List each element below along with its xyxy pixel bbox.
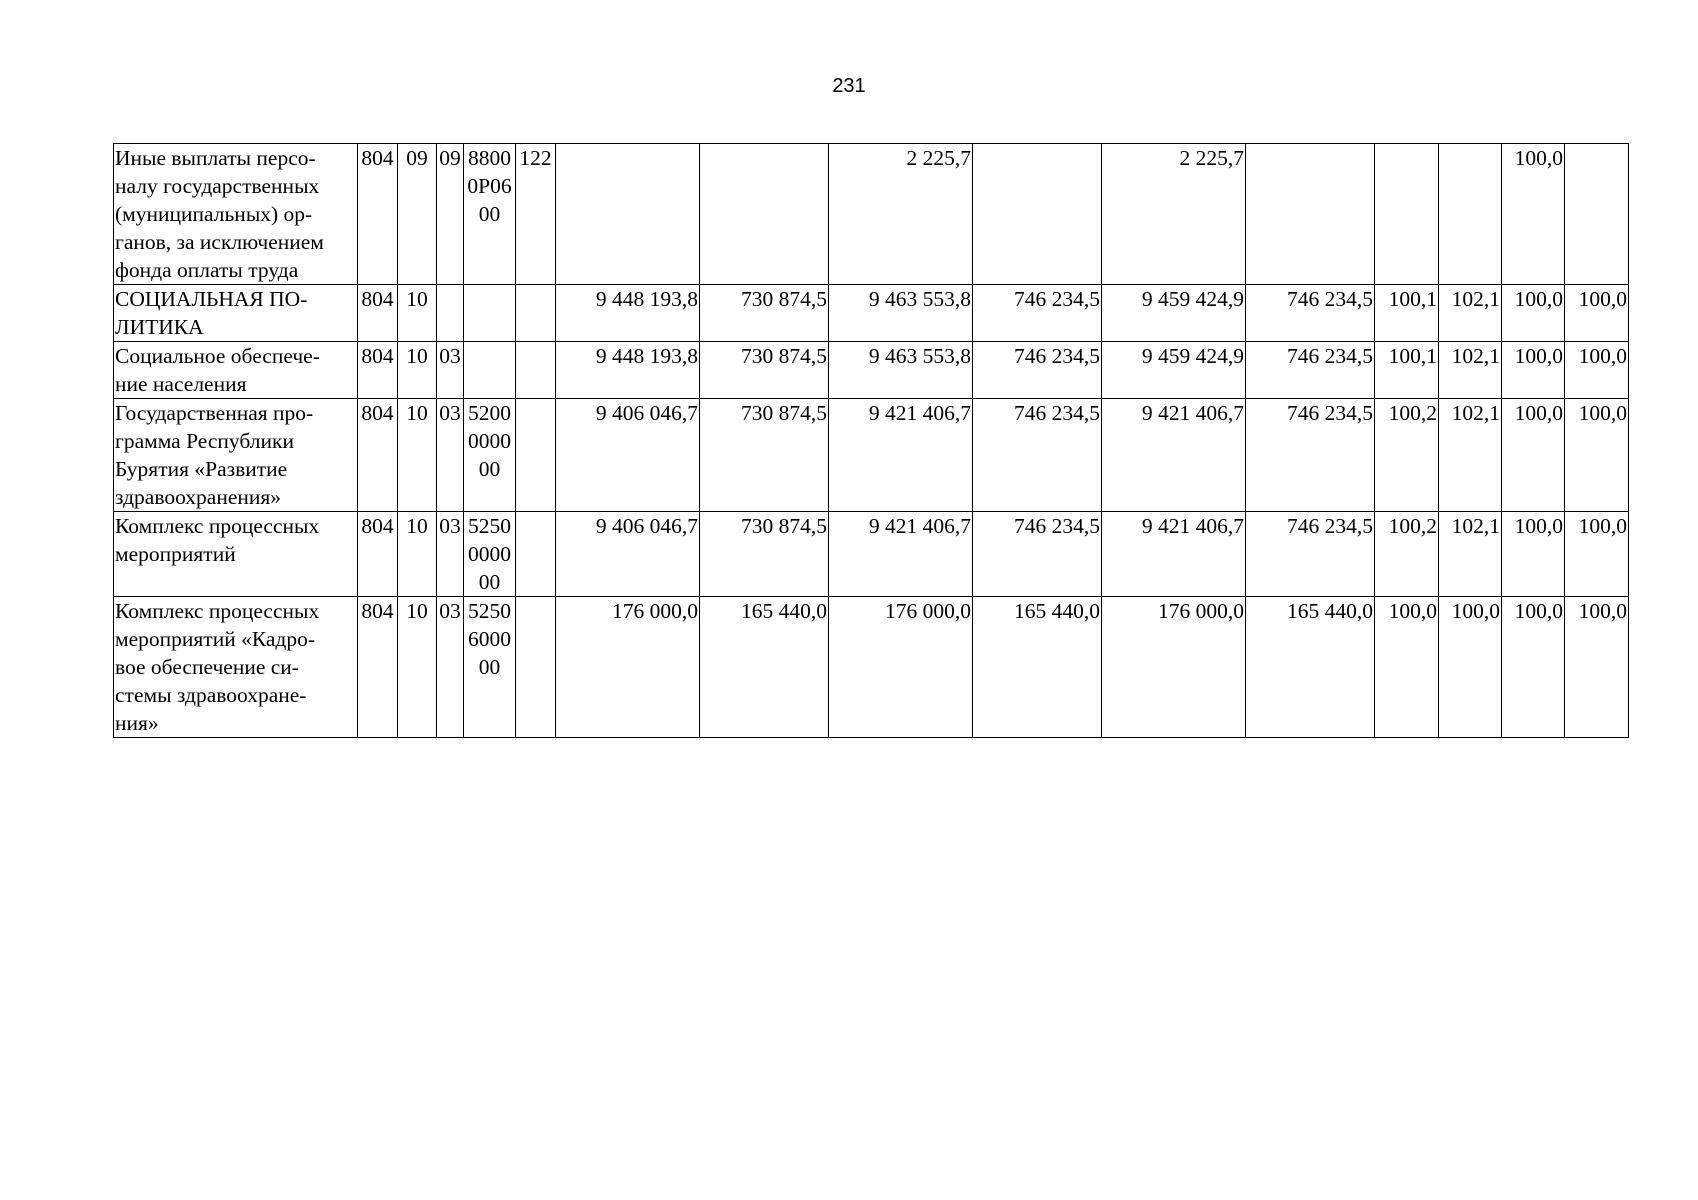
amount-cell: 746 234,5: [973, 285, 1102, 342]
percent-cell: 100,0: [1565, 285, 1629, 342]
section-cell: 10: [398, 285, 437, 342]
percent-cell: 100,0: [1502, 512, 1565, 597]
row-name-line: Комплекс процессных: [115, 599, 320, 623]
percent-cell: [1439, 144, 1502, 285]
grbs-cell: 804: [358, 144, 398, 285]
amount-cell: 730 874,5: [700, 399, 829, 512]
table-row: [114, 144, 1629, 285]
percent-cell: 100,2: [1375, 399, 1439, 512]
grbs-cell: 804: [358, 285, 398, 342]
amount-cell: 165 440,0: [700, 597, 829, 738]
percent-cell: [1565, 144, 1629, 285]
row-name-line: ния»: [115, 711, 159, 735]
target-article-line: 00: [478, 202, 501, 226]
row-name-line: вое обеспечение си-: [115, 655, 299, 679]
amount-cell: 730 874,5: [700, 512, 829, 597]
table-row: [114, 285, 1629, 342]
table-body: [114, 144, 1629, 738]
row-name-line: Бурятия «Развитие: [115, 457, 288, 481]
amount-cell: [700, 144, 829, 285]
amount-cell: 746 234,5: [1246, 399, 1375, 512]
target-article-line: 0Р06: [467, 174, 512, 198]
section-cell: 10: [398, 399, 437, 512]
row-name-line: мероприятий «Кадро-: [115, 627, 316, 651]
row-name-line: Комплекс процессных: [115, 514, 320, 538]
amount-cell: [1246, 144, 1375, 285]
row-name-cell: [114, 342, 358, 399]
target-article-line: 0000: [468, 542, 511, 566]
row-name-line: налу государственных: [115, 174, 320, 198]
percent-cell: 100,0: [1565, 597, 1629, 738]
subsection-cell: 03: [437, 597, 464, 738]
target-article-line: 6000: [468, 627, 511, 651]
percent-cell: 100,0: [1502, 597, 1565, 738]
percent-cell: 100,0: [1439, 597, 1502, 738]
amount-cell: 746 234,5: [973, 512, 1102, 597]
amount-cell: 176 000,0: [1102, 597, 1246, 738]
row-name-cell: [114, 597, 358, 738]
target-article-line: 00: [478, 570, 501, 594]
row-name-line: ние населения: [115, 372, 247, 396]
target-article-line: 5250: [468, 599, 511, 623]
table-row: [114, 512, 1629, 597]
amount-cell: 9 463 553,8: [829, 285, 973, 342]
target-article-line: 8800: [468, 146, 511, 170]
row-name-line: ЛИТИКА: [115, 315, 204, 339]
table-row: [114, 342, 1629, 399]
percent-cell: 102,1: [1439, 285, 1502, 342]
row-name-cell: [114, 399, 358, 512]
row-name-line: фонда оплаты труда: [115, 258, 299, 282]
subsection-cell: [437, 285, 464, 342]
percent-cell: 102,1: [1439, 512, 1502, 597]
target-article-line: 5200: [468, 401, 511, 425]
amount-cell: 9 421 406,7: [1102, 399, 1246, 512]
amount-cell: 176 000,0: [556, 597, 700, 738]
percent-cell: 100,0: [1565, 512, 1629, 597]
section-cell: 10: [398, 512, 437, 597]
amount-cell: [973, 144, 1102, 285]
row-name-cell: [114, 144, 358, 285]
row-name-line: Государственная про-: [115, 401, 314, 425]
amount-cell: 730 874,5: [700, 342, 829, 399]
row-name-line: СОЦИАЛЬНАЯ ПО-: [115, 287, 308, 311]
percent-cell: 100,0: [1502, 342, 1565, 399]
expense-type-cell: [516, 399, 556, 512]
row-name-cell: [114, 512, 358, 597]
expense-type-cell: [516, 512, 556, 597]
expense-type-cell: 122: [516, 144, 556, 285]
row-name-line: Иные выплаты персо-: [115, 146, 316, 170]
amount-cell: 165 440,0: [1246, 597, 1375, 738]
section-cell: 10: [398, 342, 437, 399]
amount-cell: 746 234,5: [973, 399, 1102, 512]
row-name-line: (муниципальных) ор-: [115, 202, 313, 226]
target-article-cell: [464, 144, 516, 285]
grbs-cell: 804: [358, 342, 398, 399]
target-article-cell: [464, 399, 516, 512]
grbs-cell: 804: [358, 597, 398, 738]
amount-cell: [556, 144, 700, 285]
amount-cell: 9 448 193,8: [556, 285, 700, 342]
subsection-cell: 03: [437, 399, 464, 512]
amount-cell: 165 440,0: [973, 597, 1102, 738]
grbs-cell: 804: [358, 399, 398, 512]
expense-type-cell: [516, 342, 556, 399]
amount-cell: 2 225,7: [1102, 144, 1246, 285]
amount-cell: 9 421 406,7: [829, 512, 973, 597]
target-article-line: 00: [478, 655, 501, 679]
percent-cell: 100,0: [1502, 399, 1565, 512]
row-name-line: Социальное обеспече-: [115, 344, 320, 368]
percent-cell: 102,1: [1439, 342, 1502, 399]
row-name-line: ганов, за исключением: [115, 230, 324, 254]
target-article-line: 5250: [468, 514, 511, 538]
percent-cell: 102,1: [1439, 399, 1502, 512]
amount-cell: 746 234,5: [1246, 285, 1375, 342]
percent-cell: 100,1: [1375, 342, 1439, 399]
subsection-cell: 03: [437, 342, 464, 399]
percent-cell: 100,2: [1375, 512, 1439, 597]
target-article-line: 00: [478, 457, 501, 481]
amount-cell: 9 406 046,7: [556, 399, 700, 512]
subsection-cell: 09: [437, 144, 464, 285]
row-name-line: стемы здравоохране-: [115, 683, 307, 707]
percent-cell: 100,0: [1375, 597, 1439, 738]
amount-cell: 9 448 193,8: [556, 342, 700, 399]
page-number: 231: [832, 75, 866, 97]
percent-cell: 100,0: [1502, 285, 1565, 342]
percent-cell: 100,0: [1565, 399, 1629, 512]
amount-cell: 2 225,7: [829, 144, 973, 285]
amount-cell: 746 234,5: [1246, 342, 1375, 399]
target-article-cell: [464, 512, 516, 597]
subsection-cell: 03: [437, 512, 464, 597]
percent-cell: 100,1: [1375, 285, 1439, 342]
amount-cell: 9 421 406,7: [1102, 512, 1246, 597]
row-name-line: здравоохранения»: [115, 485, 282, 509]
section-cell: 10: [398, 597, 437, 738]
table-row: [114, 597, 1629, 738]
amount-cell: 9 459 424,9: [1102, 285, 1246, 342]
section-cell: 09: [398, 144, 437, 285]
row-name-line: мероприятий: [115, 542, 236, 566]
amount-cell: 746 234,5: [973, 342, 1102, 399]
percent-cell: 100,0: [1502, 144, 1565, 285]
amount-cell: 9 421 406,7: [829, 399, 973, 512]
target-article-cell: [464, 285, 516, 342]
expense-type-cell: [516, 285, 556, 342]
amount-cell: 9 459 424,9: [1102, 342, 1246, 399]
row-name-cell: [114, 285, 358, 342]
target-article-cell: [464, 342, 516, 399]
table-row: [114, 399, 1629, 512]
amount-cell: 730 874,5: [700, 285, 829, 342]
target-article-cell: [464, 597, 516, 738]
amount-cell: 9 406 046,7: [556, 512, 700, 597]
budget-table: [113, 143, 1629, 738]
target-article-line: 0000: [468, 429, 511, 453]
grbs-cell: 804: [358, 512, 398, 597]
amount-cell: 176 000,0: [829, 597, 973, 738]
expense-type-cell: [516, 597, 556, 738]
row-name-line: грамма Республики: [115, 429, 294, 453]
amount-cell: 746 234,5: [1246, 512, 1375, 597]
percent-cell: [1375, 144, 1439, 285]
amount-cell: 9 463 553,8: [829, 342, 973, 399]
percent-cell: 100,0: [1565, 342, 1629, 399]
